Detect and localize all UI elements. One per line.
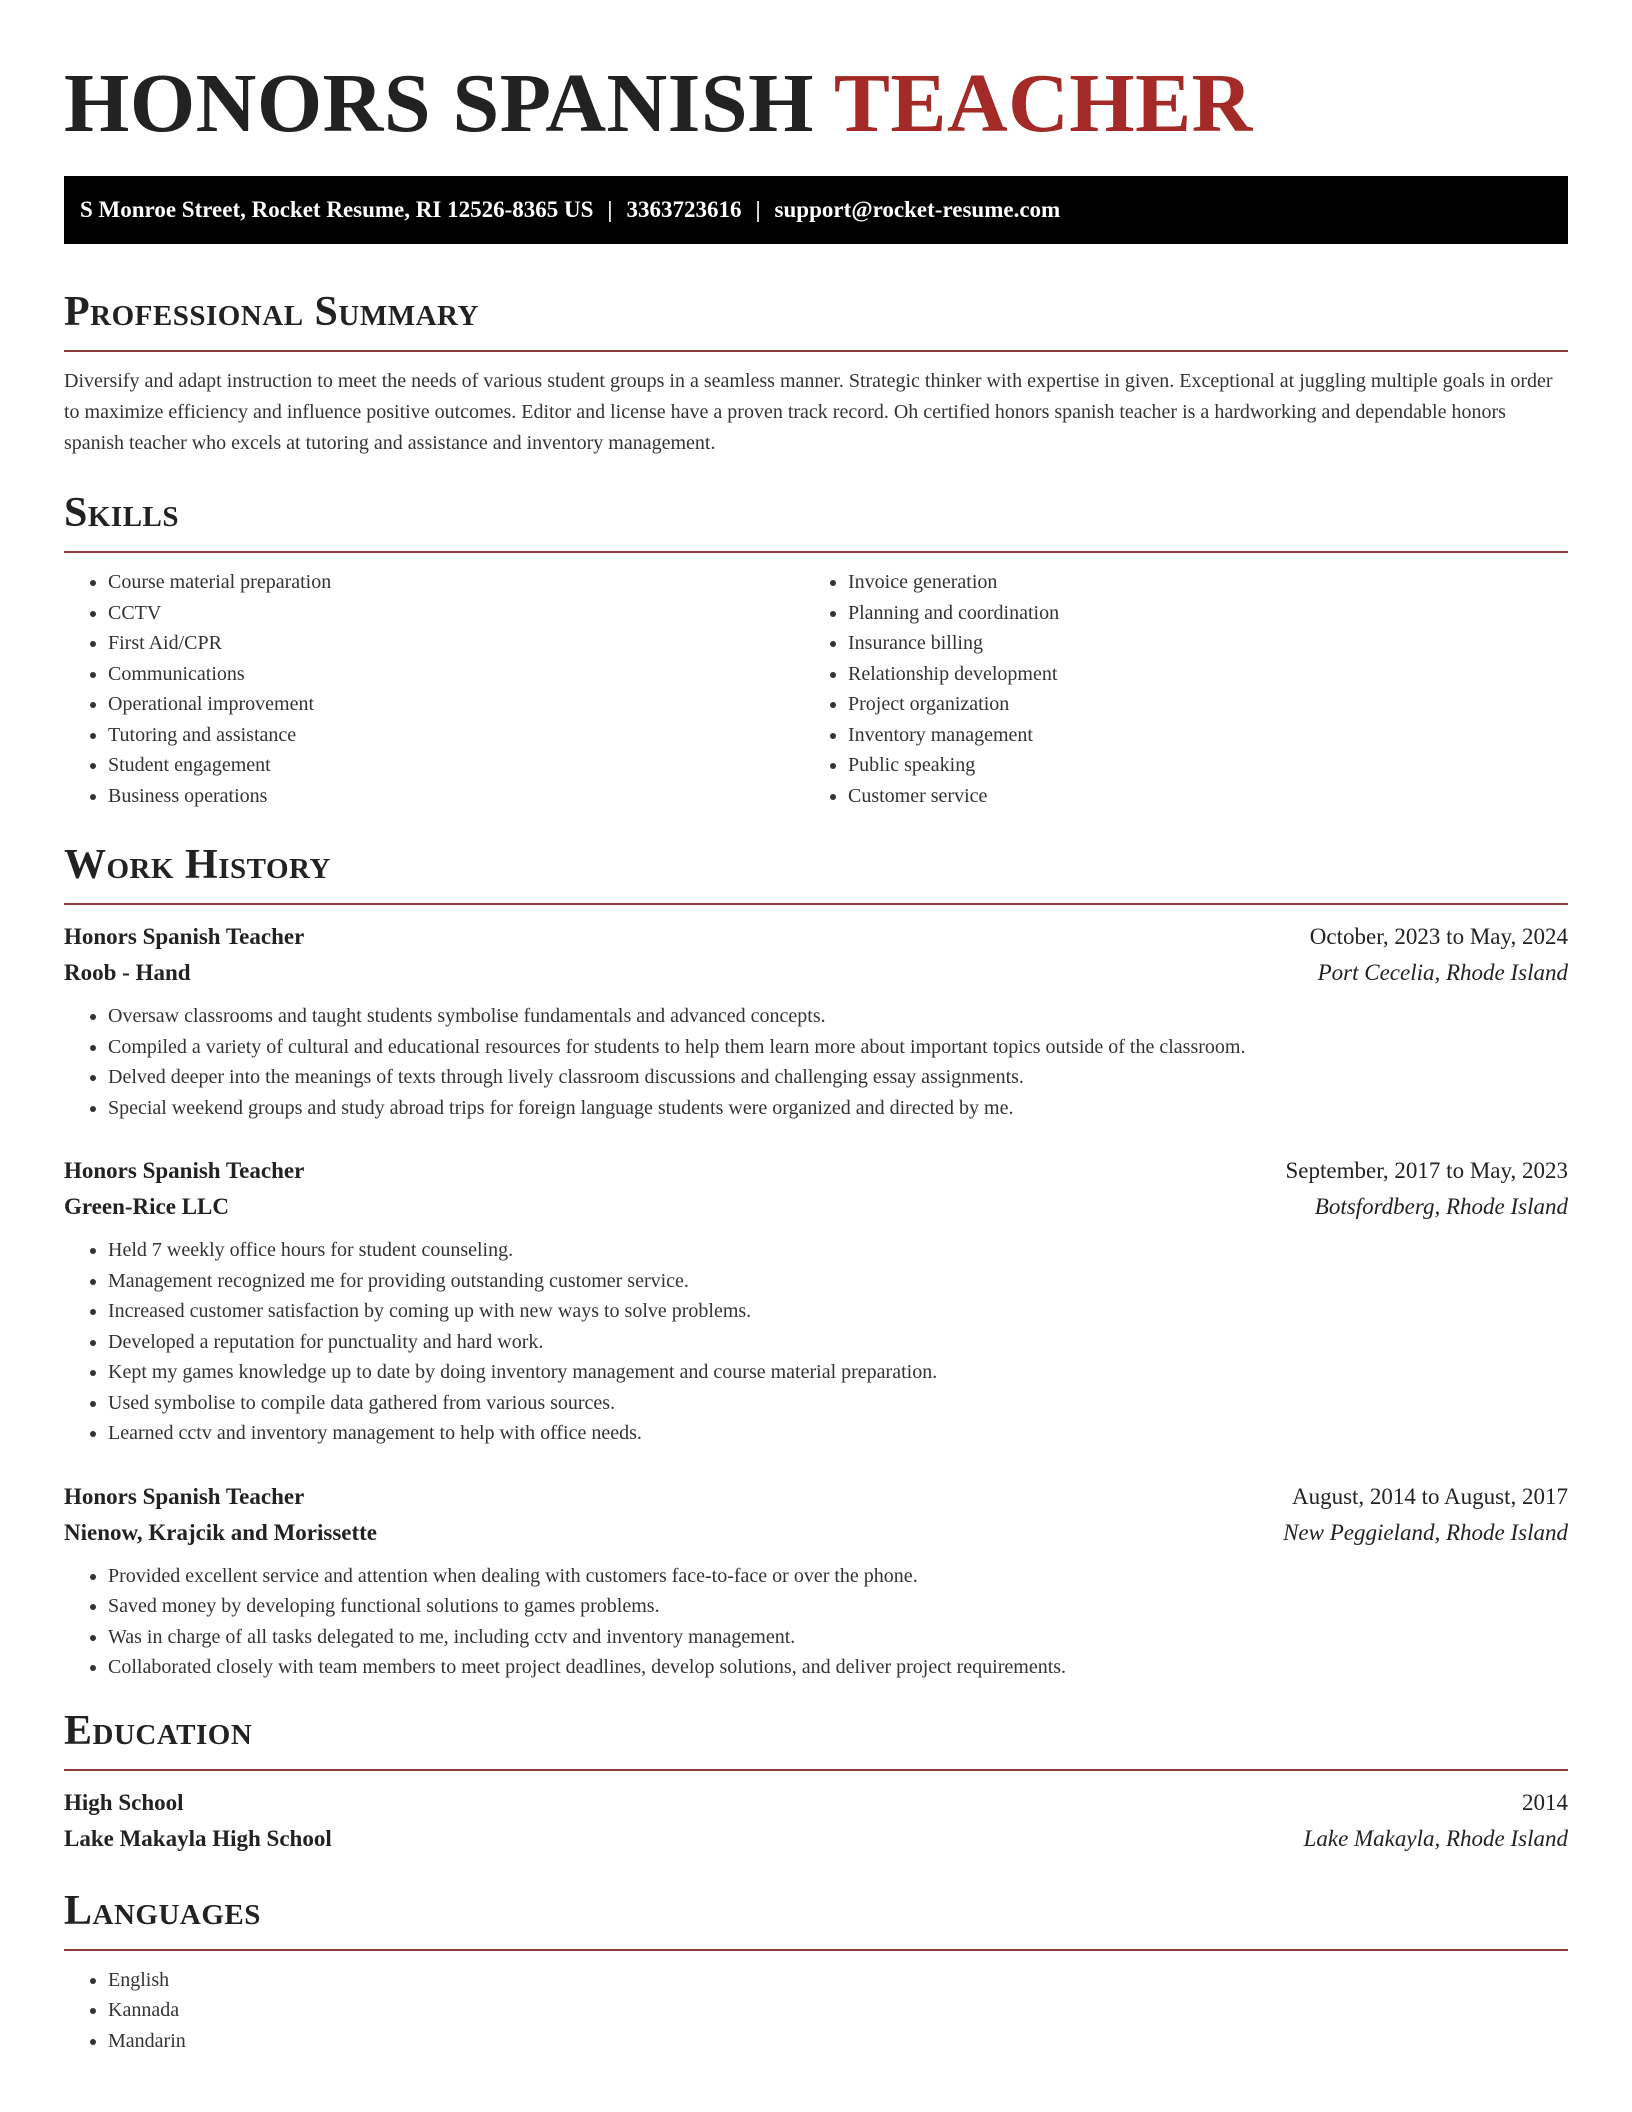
- section-divider: [64, 903, 1568, 905]
- job-bullets: [64, 1001, 1568, 1123]
- job-bullet: • Management recognized me for providing outstanding customer service.: [108, 1266, 1568, 1297]
- job-bullet: • Oversaw classrooms and taught students symbolise fundamentals and advanced concepts.: [108, 1001, 1568, 1032]
- section-title-summary: Professional Summary: [64, 289, 479, 335]
- job-company-row: [64, 955, 1568, 991]
- contact-phone: 3363723616: [626, 197, 742, 222]
- contact-bar: [64, 176, 1568, 244]
- job-location: New Peggieland, Rhode Island: [1283, 1519, 1568, 1545]
- job-bullet: • Learned cctv and inventory management to help with office needs.: [108, 1418, 1568, 1449]
- job-dates: October, 2023 to May, 2024: [1309, 924, 1568, 949]
- skill-item: • Invoice generation: [848, 567, 1544, 598]
- job-dates: August, 2014 to August, 2017: [1291, 1483, 1568, 1509]
- skill-item: • Tutoring and assistance: [108, 720, 804, 751]
- skill-item: • Business operations: [108, 781, 804, 812]
- job-bullet: • Used symbolise to compile data gathered from various sources.: [108, 1388, 1568, 1419]
- job-bullet: • Kept my games knowledge up to date by doing inventory management and course material preparation.: [108, 1357, 1568, 1388]
- job-company: Nienow, Krajcik and Morissette: [64, 1519, 378, 1545]
- job-title: Honors Spanish Teacher: [64, 1483, 305, 1509]
- job-bullet: • Provided excellent service and attention when dealing with customers face-to-face or over the phone.: [108, 1561, 1568, 1592]
- language-item: • Mandarin: [108, 2026, 1568, 2057]
- job-location: Port Cecelia, Rhode Island: [1317, 960, 1568, 985]
- education-school-row: [64, 1821, 1568, 1857]
- work-history-section: [64, 841, 1568, 1683]
- section-title-work-history: Work History: [64, 842, 331, 888]
- section-divider: [64, 350, 1568, 352]
- education-year: 2014: [1522, 1789, 1568, 1815]
- section-divider: [64, 551, 1568, 553]
- section-title-education: Education: [64, 1707, 253, 1754]
- resume-title: [64, 56, 1568, 152]
- job-bullet: • Saved money by developing functional solutions to games problems.: [108, 1591, 1568, 1622]
- skill-item: • Student engagement: [108, 750, 804, 781]
- skill-item: • First Aid/CPR: [108, 628, 804, 659]
- skill-item: • Planning and coordination: [848, 598, 1544, 629]
- education-degree-row: [64, 1785, 1568, 1821]
- job-bullet: • Increased customer satisfaction by coming up with new ways to solve problems.: [108, 1296, 1568, 1327]
- job-bullet: • Was in charge of all tasks delegated to me, including cctv and inventory management.: [108, 1622, 1568, 1653]
- job-bullet: • Delved deeper into the meanings of texts through lively classroom discussions and challenging essay assignments.: [108, 1062, 1568, 1093]
- skill-item: • Relationship development: [848, 659, 1544, 690]
- skills-column-right: [804, 567, 1544, 811]
- title-main: HONORS SPANISH: [64, 57, 814, 150]
- job-company: Roob - Hand: [64, 960, 191, 985]
- skill-item: • Insurance billing: [848, 628, 1544, 659]
- contact-address: S Monroe Street, Rocket Resume, RI 12526-8365 US: [80, 197, 594, 222]
- skill-item: • Communications: [108, 659, 804, 690]
- skill-item: • Project organization: [848, 689, 1544, 720]
- job-entry: [64, 1479, 1568, 1683]
- skill-item: • Public speaking: [848, 750, 1544, 781]
- job-header-row: [64, 1153, 1568, 1189]
- skills-section: [64, 489, 1568, 811]
- summary-section: [64, 288, 1568, 459]
- job-bullet: • Special weekend groups and study abroad trips for foreign language students were organized and directed by me.: [108, 1093, 1568, 1124]
- languages-list: [64, 1965, 1568, 2057]
- skills-column-left: [64, 567, 804, 811]
- job-entry: [64, 1153, 1568, 1449]
- job-entry: [64, 919, 1568, 1123]
- education-section: [64, 1707, 1568, 1857]
- skills-list-right: [804, 567, 1544, 811]
- skill-item: • CCTV: [108, 598, 804, 629]
- section-title-skills: Skills: [64, 490, 180, 536]
- contact-email: support@rocket-resume.com: [774, 197, 1061, 222]
- summary-text: Diversify and adapt instruction to meet the needs of various student groups in a seamless manner. Strategic thinker with expertise in given. Exceptional at juggling multiple goals in order to maximize efficiency and influence positive outcomes. Editor and license have a proven track record. Oh certified honors spanish teacher is a hardworking and dependable honors spanish teacher who excels at tutoring and assistance and inventory management.: [64, 370, 1553, 454]
- education-degree: High School: [64, 1789, 184, 1815]
- section-divider: [64, 1949, 1568, 1951]
- languages-section: [64, 1887, 1568, 2057]
- title-accent: TEACHER: [833, 57, 1253, 150]
- education-location: Lake Makayla, Rhode Island: [1303, 1825, 1568, 1851]
- job-bullets: [64, 1235, 1568, 1449]
- skills-list-left: [64, 567, 804, 811]
- skill-item: • Inventory management: [848, 720, 1544, 751]
- job-header-row: [64, 919, 1568, 955]
- language-item: • Kannada: [108, 1995, 1568, 2026]
- skills-grid: [64, 567, 1568, 811]
- job-bullet: • Collaborated closely with team members to meet project deadlines, develop solutions, and deliver project requirements.: [108, 1652, 1568, 1683]
- job-bullet: • Held 7 weekly office hours for student counseling.: [108, 1235, 1568, 1266]
- contact-separator: |: [755, 197, 761, 222]
- job-bullet: • Developed a reputation for punctuality and hard work.: [108, 1327, 1568, 1358]
- education-school: Lake Makayla High School: [64, 1825, 332, 1851]
- job-dates: September, 2017 to May, 2023: [1285, 1158, 1568, 1183]
- job-title: Honors Spanish Teacher: [64, 1158, 305, 1183]
- language-item: • English: [108, 1965, 1568, 1996]
- skill-item: • Operational improvement: [108, 689, 804, 720]
- skill-item: • Customer service: [848, 781, 1544, 812]
- skill-item: • Course material preparation: [108, 567, 804, 598]
- job-title: Honors Spanish Teacher: [64, 924, 305, 949]
- job-bullets: [64, 1561, 1568, 1683]
- job-location: Botsfordberg, Rhode Island: [1314, 1194, 1568, 1219]
- contact-separator: |: [607, 197, 613, 222]
- section-divider: [64, 1769, 1568, 1771]
- job-company-row: [64, 1515, 1568, 1551]
- job-company: Green-Rice LLC: [64, 1194, 230, 1219]
- job-company-row: [64, 1189, 1568, 1225]
- job-header-row: [64, 1479, 1568, 1515]
- section-title-languages: Languages: [64, 1887, 261, 1934]
- job-bullet: • Compiled a variety of cultural and educational resources for students to help them learn more about important topics outside of the classroom.: [108, 1032, 1568, 1063]
